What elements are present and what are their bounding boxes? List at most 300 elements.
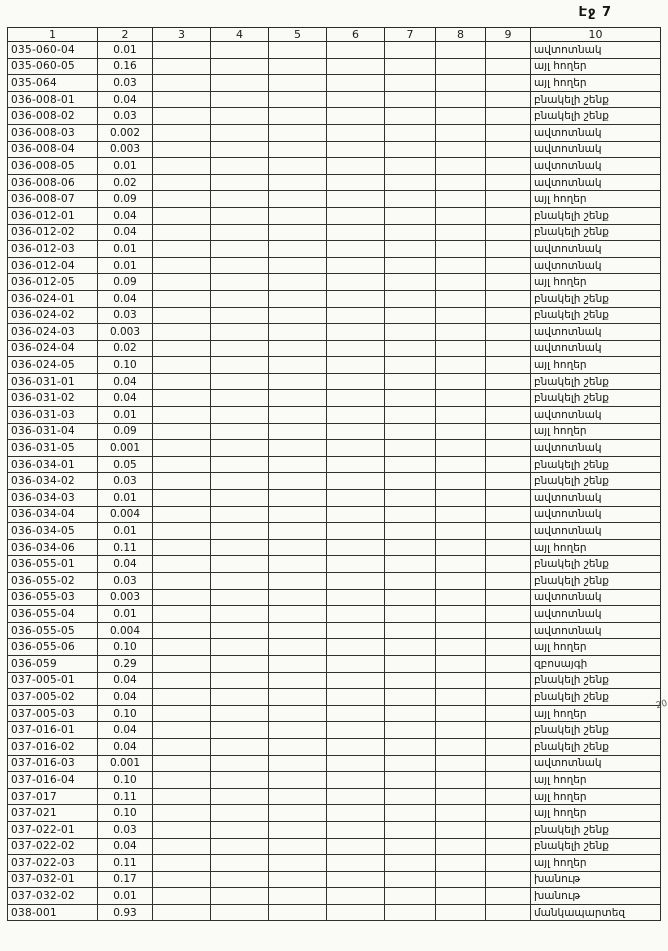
empty-cell xyxy=(436,838,486,855)
empty-cell xyxy=(436,788,486,805)
empty-cell xyxy=(436,490,486,507)
parcel-code-cell: 036-055-05 xyxy=(8,622,98,639)
empty-cell xyxy=(327,324,385,341)
empty-cell xyxy=(269,75,327,92)
empty-cell xyxy=(385,473,436,490)
empty-cell xyxy=(269,788,327,805)
land-use-cell: այլ հողեր xyxy=(531,788,661,805)
column-header: 4 xyxy=(211,28,269,42)
table-row xyxy=(8,75,661,92)
area-value-cell: 0.003 xyxy=(98,141,153,158)
empty-cell xyxy=(486,241,531,258)
empty-cell xyxy=(327,290,385,307)
table-row xyxy=(8,141,661,158)
empty-cell xyxy=(153,75,211,92)
table-row xyxy=(8,357,661,374)
parcel-code-cell: 037-022-03 xyxy=(8,855,98,872)
area-value-cell: 0.16 xyxy=(98,58,153,75)
empty-cell xyxy=(153,207,211,224)
parcel-code-cell: 036-055-06 xyxy=(8,639,98,656)
column-header: 5 xyxy=(269,28,327,42)
empty-cell xyxy=(436,573,486,590)
land-use-cell: ավտոտնակ xyxy=(531,589,661,606)
empty-cell xyxy=(436,141,486,158)
parcel-code-cell: 036-024-02 xyxy=(8,307,98,324)
land-use-cell: այլ հողեր xyxy=(531,58,661,75)
empty-cell xyxy=(327,788,385,805)
table-row xyxy=(8,91,661,108)
area-value-cell: 0.01 xyxy=(98,257,153,274)
area-value-cell: 0.03 xyxy=(98,573,153,590)
parcel-code-cell: 037-005-02 xyxy=(8,689,98,706)
area-value-cell: 0.01 xyxy=(98,606,153,623)
empty-cell xyxy=(436,42,486,59)
empty-cell xyxy=(327,357,385,374)
empty-cell xyxy=(385,672,436,689)
empty-cell xyxy=(327,738,385,755)
empty-cell xyxy=(486,755,531,772)
empty-cell xyxy=(327,390,385,407)
empty-cell xyxy=(486,58,531,75)
parcel-code-cell: 036-012-05 xyxy=(8,274,98,291)
empty-cell xyxy=(153,473,211,490)
table-row xyxy=(8,788,661,805)
empty-cell xyxy=(211,689,269,706)
empty-cell xyxy=(385,589,436,606)
empty-cell xyxy=(153,855,211,872)
empty-cell xyxy=(153,158,211,175)
land-use-cell: բնակելի շենք xyxy=(531,722,661,739)
table-row xyxy=(8,506,661,523)
table-row xyxy=(8,42,661,59)
empty-cell xyxy=(385,124,436,141)
column-header: 3 xyxy=(153,28,211,42)
empty-cell xyxy=(486,324,531,341)
empty-cell xyxy=(385,871,436,888)
empty-cell xyxy=(436,58,486,75)
empty-cell xyxy=(327,307,385,324)
empty-cell xyxy=(486,423,531,440)
empty-cell xyxy=(153,357,211,374)
empty-cell xyxy=(385,622,436,639)
table-row xyxy=(8,224,661,241)
table-row xyxy=(8,473,661,490)
area-value-cell: 0.10 xyxy=(98,705,153,722)
land-use-cell: բնակելի շենք xyxy=(531,91,661,108)
land-use-cell: ավտոտնակ xyxy=(531,490,661,507)
empty-cell xyxy=(269,307,327,324)
empty-cell xyxy=(486,606,531,623)
land-use-cell: ավտոտնակ xyxy=(531,42,661,59)
area-value-cell: 0.04 xyxy=(98,672,153,689)
table-row xyxy=(8,705,661,722)
empty-cell xyxy=(153,506,211,523)
table-row xyxy=(8,838,661,855)
empty-cell xyxy=(153,622,211,639)
area-value-cell: 0.04 xyxy=(98,207,153,224)
empty-cell xyxy=(327,821,385,838)
empty-cell xyxy=(211,705,269,722)
table-row xyxy=(8,573,661,590)
empty-cell xyxy=(211,307,269,324)
empty-cell xyxy=(153,274,211,291)
empty-cell xyxy=(211,805,269,822)
land-use-cell: բնակելի շենք xyxy=(531,672,661,689)
empty-cell xyxy=(436,805,486,822)
empty-cell xyxy=(327,606,385,623)
empty-cell xyxy=(153,573,211,590)
empty-cell xyxy=(269,871,327,888)
empty-cell xyxy=(436,274,486,291)
empty-cell xyxy=(385,573,436,590)
parcel-code-cell: 036-034-03 xyxy=(8,490,98,507)
table-row xyxy=(8,456,661,473)
table-row xyxy=(8,672,661,689)
empty-cell xyxy=(211,456,269,473)
empty-cell xyxy=(153,91,211,108)
empty-cell xyxy=(436,191,486,208)
land-use-cell: ավտոտնակ xyxy=(531,340,661,357)
empty-cell xyxy=(269,423,327,440)
empty-cell xyxy=(211,523,269,540)
empty-cell xyxy=(211,722,269,739)
area-value-cell: 0.10 xyxy=(98,805,153,822)
empty-cell xyxy=(327,871,385,888)
empty-cell xyxy=(486,556,531,573)
empty-cell xyxy=(153,257,211,274)
empty-cell xyxy=(153,490,211,507)
empty-cell xyxy=(486,274,531,291)
parcel-code-cell: 036-031-01 xyxy=(8,373,98,390)
empty-cell xyxy=(211,91,269,108)
table-row xyxy=(8,373,661,390)
empty-cell xyxy=(486,390,531,407)
empty-cell xyxy=(211,290,269,307)
table-row xyxy=(8,241,661,258)
parcel-code-cell: 036-008-06 xyxy=(8,174,98,191)
empty-cell xyxy=(385,191,436,208)
empty-cell xyxy=(269,174,327,191)
empty-cell xyxy=(269,141,327,158)
empty-cell xyxy=(436,241,486,258)
empty-cell xyxy=(269,506,327,523)
table-row xyxy=(8,871,661,888)
parcel-code-cell: 036-008-07 xyxy=(8,191,98,208)
area-value-cell: 0.01 xyxy=(98,407,153,424)
table-row xyxy=(8,722,661,739)
empty-cell xyxy=(269,390,327,407)
empty-cell xyxy=(436,606,486,623)
table-row xyxy=(8,755,661,772)
empty-cell xyxy=(153,539,211,556)
area-value-cell: 0.04 xyxy=(98,689,153,706)
parcel-code-cell: 037-022-01 xyxy=(8,821,98,838)
land-use-cell: այլ հողեր xyxy=(531,191,661,208)
area-value-cell: 0.01 xyxy=(98,888,153,905)
empty-cell xyxy=(385,855,436,872)
empty-cell xyxy=(211,606,269,623)
empty-cell xyxy=(436,473,486,490)
empty-cell xyxy=(327,506,385,523)
table-row xyxy=(8,556,661,573)
empty-cell xyxy=(486,788,531,805)
empty-cell xyxy=(211,407,269,424)
empty-cell xyxy=(269,606,327,623)
land-use-cell: ավտոտնակ xyxy=(531,440,661,457)
empty-cell xyxy=(153,440,211,457)
parcel-code-cell: 036-024-05 xyxy=(8,357,98,374)
empty-cell xyxy=(153,407,211,424)
empty-cell xyxy=(385,340,436,357)
parcel-code-cell: 037-032-01 xyxy=(8,871,98,888)
table-row xyxy=(8,689,661,706)
empty-cell xyxy=(327,91,385,108)
land-use-cell: բնակելի շենք xyxy=(531,838,661,855)
parcel-code-cell: 036-031-03 xyxy=(8,407,98,424)
area-value-cell: 0.04 xyxy=(98,738,153,755)
empty-cell xyxy=(327,340,385,357)
land-use-cell: բնակելի շենք xyxy=(531,573,661,590)
empty-cell xyxy=(327,191,385,208)
parcel-code-cell: 037-032-02 xyxy=(8,888,98,905)
area-value-cell: 0.10 xyxy=(98,357,153,374)
empty-cell xyxy=(153,340,211,357)
parcel-code-cell: 036-055-04 xyxy=(8,606,98,623)
empty-cell xyxy=(436,373,486,390)
empty-cell xyxy=(486,91,531,108)
empty-cell xyxy=(211,423,269,440)
area-value-cell: 0.05 xyxy=(98,456,153,473)
empty-cell xyxy=(153,290,211,307)
column-header: 2 xyxy=(98,28,153,42)
empty-cell xyxy=(436,423,486,440)
parcel-code-cell: 036-008-01 xyxy=(8,91,98,108)
empty-cell xyxy=(211,655,269,672)
parcel-code-cell: 036-012-01 xyxy=(8,207,98,224)
page-number-label: Էջ 7 xyxy=(578,5,612,20)
parcel-code-cell: 037-005-01 xyxy=(8,672,98,689)
land-use-cell: բնակելի շենք xyxy=(531,689,661,706)
empty-cell xyxy=(153,589,211,606)
empty-cell xyxy=(211,108,269,125)
parcel-code-cell: 037-016-01 xyxy=(8,722,98,739)
empty-cell xyxy=(385,141,436,158)
empty-cell xyxy=(269,42,327,59)
area-value-cell: 0.03 xyxy=(98,307,153,324)
parcel-code-cell: 035-064 xyxy=(8,75,98,92)
empty-cell xyxy=(436,672,486,689)
table-row xyxy=(8,523,661,540)
empty-cell xyxy=(211,274,269,291)
table-row xyxy=(8,440,661,457)
empty-cell xyxy=(436,772,486,789)
table-row xyxy=(8,589,661,606)
empty-cell xyxy=(486,672,531,689)
empty-cell xyxy=(269,373,327,390)
empty-cell xyxy=(211,871,269,888)
empty-cell xyxy=(153,523,211,540)
empty-cell xyxy=(436,556,486,573)
land-use-cell: այլ հողեր xyxy=(531,639,661,656)
empty-cell xyxy=(269,257,327,274)
area-value-cell: 0.29 xyxy=(98,655,153,672)
empty-cell xyxy=(153,788,211,805)
empty-cell xyxy=(385,539,436,556)
column-header: 1 xyxy=(8,28,98,42)
empty-cell xyxy=(486,772,531,789)
empty-cell xyxy=(153,655,211,672)
empty-cell xyxy=(385,689,436,706)
empty-cell xyxy=(269,888,327,905)
empty-cell xyxy=(211,755,269,772)
empty-cell xyxy=(436,158,486,175)
empty-cell xyxy=(486,340,531,357)
land-use-cell: բնակելի շենք xyxy=(531,108,661,125)
table-row xyxy=(8,324,661,341)
empty-cell xyxy=(269,357,327,374)
empty-cell xyxy=(436,124,486,141)
empty-cell xyxy=(211,855,269,872)
parcel-code-cell: 036-008-03 xyxy=(8,124,98,141)
parcel-code-cell: 036-008-04 xyxy=(8,141,98,158)
empty-cell xyxy=(385,523,436,540)
empty-cell xyxy=(211,75,269,92)
empty-cell xyxy=(269,904,327,921)
area-value-cell: 0.01 xyxy=(98,523,153,540)
empty-cell xyxy=(486,456,531,473)
empty-cell xyxy=(211,340,269,357)
land-use-cell: այլ հողեր xyxy=(531,539,661,556)
land-use-cell: ավտոտնակ xyxy=(531,622,661,639)
area-value-cell: 0.03 xyxy=(98,473,153,490)
empty-cell xyxy=(153,124,211,141)
empty-cell xyxy=(153,307,211,324)
area-value-cell: 0.01 xyxy=(98,490,153,507)
empty-cell xyxy=(385,805,436,822)
land-use-cell: ավտոտնակ xyxy=(531,124,661,141)
empty-cell xyxy=(153,904,211,921)
table-row xyxy=(8,340,661,357)
empty-cell xyxy=(327,224,385,241)
land-use-cell: այլ հողեր xyxy=(531,75,661,92)
empty-cell xyxy=(327,639,385,656)
empty-cell xyxy=(269,523,327,540)
empty-cell xyxy=(436,523,486,540)
empty-cell xyxy=(211,373,269,390)
empty-cell xyxy=(269,224,327,241)
empty-cell xyxy=(153,373,211,390)
empty-cell xyxy=(211,838,269,855)
area-value-cell: 0.10 xyxy=(98,772,153,789)
empty-cell xyxy=(327,174,385,191)
empty-cell xyxy=(327,490,385,507)
land-use-cell: ավտոտնակ xyxy=(531,257,661,274)
column-header: 9 xyxy=(486,28,531,42)
parcel-code-cell: 036-012-03 xyxy=(8,241,98,258)
empty-cell xyxy=(385,888,436,905)
empty-cell xyxy=(269,655,327,672)
area-value-cell: 0.004 xyxy=(98,506,153,523)
parcel-code-cell: 038-001 xyxy=(8,904,98,921)
parcel-code-cell: 036-034-05 xyxy=(8,523,98,540)
empty-cell xyxy=(211,904,269,921)
land-use-cell: ավտոտնակ xyxy=(531,324,661,341)
empty-cell xyxy=(385,772,436,789)
land-use-cell: այլ հողեր xyxy=(531,357,661,374)
empty-cell xyxy=(385,738,436,755)
empty-cell xyxy=(269,622,327,639)
empty-cell xyxy=(436,75,486,92)
area-value-cell: 0.09 xyxy=(98,423,153,440)
area-value-cell: 0.001 xyxy=(98,755,153,772)
empty-cell xyxy=(486,141,531,158)
empty-cell xyxy=(486,490,531,507)
empty-cell xyxy=(153,141,211,158)
empty-cell xyxy=(436,738,486,755)
empty-cell xyxy=(211,506,269,523)
empty-cell xyxy=(211,639,269,656)
empty-cell xyxy=(436,357,486,374)
empty-cell xyxy=(211,772,269,789)
area-value-cell: 0.04 xyxy=(98,838,153,855)
empty-cell xyxy=(436,539,486,556)
land-use-cell: ավտոտնակ xyxy=(531,523,661,540)
empty-cell xyxy=(385,373,436,390)
empty-cell xyxy=(211,888,269,905)
land-use-cell: այլ հողեր xyxy=(531,274,661,291)
area-value-cell: 0.01 xyxy=(98,42,153,59)
empty-cell xyxy=(211,191,269,208)
land-use-cell: մանկապարտեզ xyxy=(531,904,661,921)
empty-cell xyxy=(153,174,211,191)
empty-cell xyxy=(486,722,531,739)
empty-cell xyxy=(385,423,436,440)
area-value-cell: 0.93 xyxy=(98,904,153,921)
empty-cell xyxy=(153,722,211,739)
empty-cell xyxy=(385,241,436,258)
area-value-cell: 0.11 xyxy=(98,788,153,805)
empty-cell xyxy=(486,639,531,656)
empty-cell xyxy=(436,821,486,838)
table-header-row xyxy=(8,28,661,42)
empty-cell xyxy=(327,274,385,291)
empty-cell xyxy=(211,357,269,374)
empty-cell xyxy=(327,257,385,274)
empty-cell xyxy=(269,91,327,108)
land-use-cell: այլ հողեր xyxy=(531,855,661,872)
parcel-code-cell: 036-034-02 xyxy=(8,473,98,490)
empty-cell xyxy=(327,705,385,722)
empty-cell xyxy=(436,257,486,274)
empty-cell xyxy=(153,821,211,838)
area-value-cell: 0.04 xyxy=(98,390,153,407)
empty-cell xyxy=(486,523,531,540)
empty-cell xyxy=(436,324,486,341)
empty-cell xyxy=(153,672,211,689)
empty-cell xyxy=(327,772,385,789)
empty-cell xyxy=(269,407,327,424)
area-value-cell: 0.004 xyxy=(98,622,153,639)
empty-cell xyxy=(327,373,385,390)
land-use-cell: խանութ xyxy=(531,871,661,888)
empty-cell xyxy=(327,855,385,872)
empty-cell xyxy=(327,805,385,822)
parcel-code-cell: 037-016-02 xyxy=(8,738,98,755)
empty-cell xyxy=(211,257,269,274)
empty-cell xyxy=(269,805,327,822)
parcel-code-cell: 036-034-06 xyxy=(8,539,98,556)
empty-cell xyxy=(327,440,385,457)
